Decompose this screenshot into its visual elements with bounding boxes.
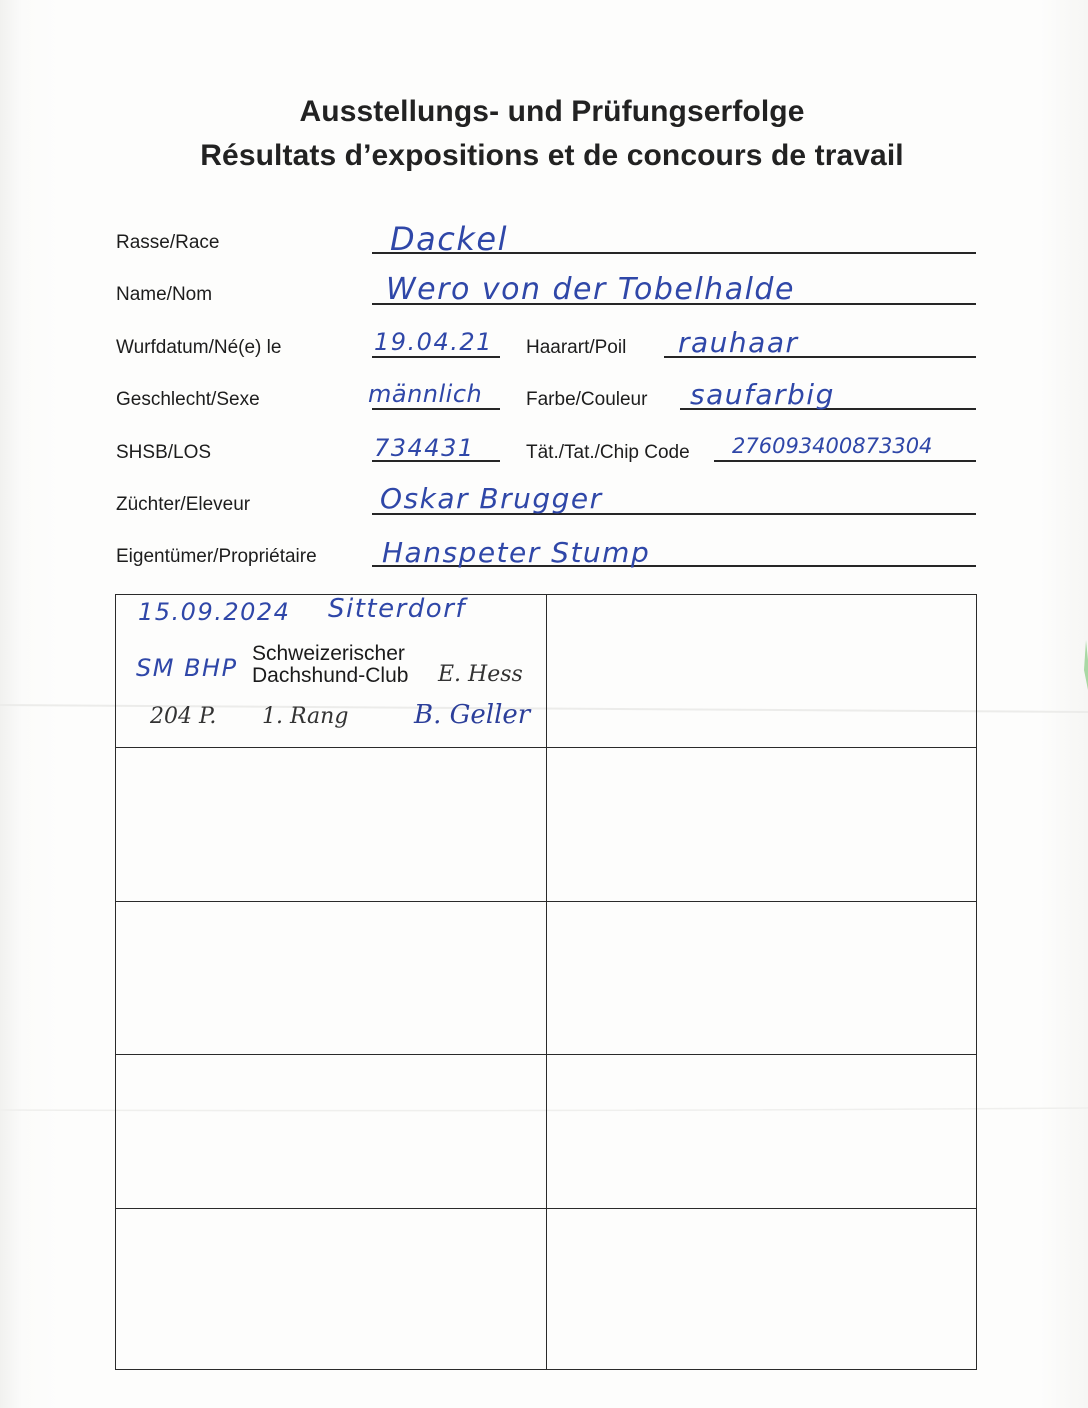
grid-column-divider [546, 594, 547, 1370]
owner-value: Hanspeter Stump [382, 536, 651, 569]
coat-value: rauhaar [678, 326, 799, 359]
club-stamp: Schweizerischer Dachshund-Club [252, 642, 409, 687]
shsb-label: SHSB/LOS [116, 442, 212, 463]
title-german: Ausstellungs- und Prüfungserfolge [299, 95, 805, 128]
grid-row-divider [115, 1208, 977, 1209]
grid-row-divider [115, 747, 977, 748]
birth-date-line [372, 356, 500, 358]
title-french: Résultats d’expositions et de concours de travail [200, 139, 904, 172]
breeder-label: Züchter/Eleveur [116, 494, 251, 515]
official-signature: B. Geller [414, 700, 531, 730]
color-value: saufarbig [690, 378, 835, 411]
name-label: Name/Nom [116, 284, 213, 305]
breeder-value: Oskar Brugger [380, 482, 603, 515]
breed-label: Rasse/Race [116, 232, 220, 253]
coat-label: Haarart/Poil [526, 337, 627, 358]
breed-value: Dackel [390, 220, 508, 258]
chip-line [714, 460, 976, 462]
name-value: Wero von der Tobelhalde [386, 272, 795, 307]
grid-row-divider [115, 901, 977, 902]
green-mark [1084, 640, 1088, 690]
birth-date-value: 19.04.21 [374, 328, 493, 356]
grid-row-divider [115, 1054, 977, 1055]
result-date: 15.09.2024 [138, 598, 291, 626]
birth-date-label: Wurfdatum/Né(e) le [116, 337, 282, 358]
sex-line [372, 408, 500, 410]
color-label: Farbe/Couleur [526, 389, 648, 410]
sex-label: Geschlecht/Sexe [116, 389, 260, 410]
result-points: 204 P. [150, 704, 217, 729]
chip-value: 276093400873304 [732, 434, 933, 458]
shsb-value: 734431 [374, 434, 475, 462]
chip-label: Tät./Tat./Chip Code [526, 442, 690, 463]
sex-value: männlich [368, 380, 483, 408]
result-event: SM BHP [136, 654, 238, 682]
owner-label: Eigentümer/Propriétaire [116, 546, 317, 567]
result-rank: 1. Rang [262, 704, 349, 729]
judge-signature: E. Hess [438, 662, 523, 687]
result-place: Sitterdorf [328, 594, 467, 624]
